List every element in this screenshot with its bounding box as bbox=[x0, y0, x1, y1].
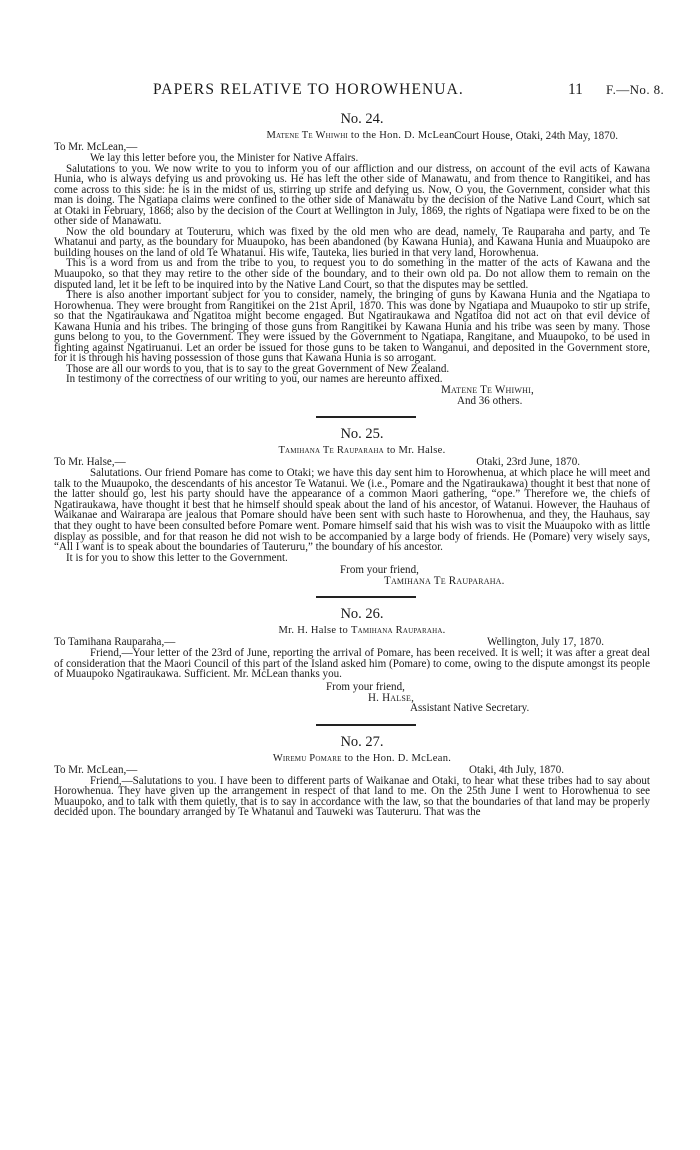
letter-date: Otaki, 4th July, 1870. bbox=[468, 763, 564, 776]
salutation: To Mr. McLean,— bbox=[54, 141, 138, 153]
paragraph: It is for you to show this letter to the Government. bbox=[66, 551, 288, 564]
signature-line: Tamihana Te Rauparaha. bbox=[384, 574, 505, 587]
paragraph: We lay this letter before you, the Minister for Native Affairs. bbox=[90, 152, 359, 164]
letter-recipient: the Hon. D. McLean. bbox=[362, 130, 458, 141]
running-header bbox=[0, 81, 700, 103]
letter-number: No. 24. bbox=[340, 111, 384, 127]
page-number: 11 bbox=[568, 81, 583, 98]
letter-sender: Tamihana Te Rauparaha bbox=[278, 445, 384, 457]
letter-27 bbox=[54, 734, 650, 818]
letter-date: Otaki, 23rd June, 1870. bbox=[476, 456, 580, 469]
signature bbox=[54, 385, 650, 406]
letter-26 bbox=[54, 606, 650, 713]
letter-number: No. 26. bbox=[340, 606, 384, 623]
letter-number: No. 25. bbox=[340, 426, 384, 443]
letter-sender: Mr. H. Halse bbox=[278, 625, 337, 637]
letter-date: Court House, Otaki, 24th May, 1870. bbox=[453, 130, 618, 142]
paragraph: Salutations. Our friend Pomare has come to Otaki; we have this day sent him to Horowhenua, at which place he will meet and talk to the Muaupoko, the descendants of his ancestor Te Watanui. We (i.e., Pomare and the Ngatiraukawa) thought it best that none of the latter should go, lest his party should have the appearance of a common Maori gathering, “ope.” Therefore we, the chiefs of Ngatiraukawa, have thought it best that he himself should speak about the land of his ancestor, of Watanui. However, the Hauhaus of Waikanae and Wairarapa are jealous that Pomare should have been sent with such haste to Horowhenua, and they, the Hauhaus, say that they ought to have been consulted before Pomare went. Pomare himself said that his wish was to visit the Muaupoko with as little display as possible, and for that reason he did not wish to be accompanied by a large body of friends. He (Pomare) very wisely says, “All I want is to speak about the boundaries of Tauteruru,” the boundary of his ancestor. bbox=[54, 467, 650, 554]
paragraph: This is a word from us and from the tribe to you, to request you to do something in the matter of the acts of Kawana and the Muaupoko, so that they may retire to the other side of the boundary, and to their own old pa. Do not allow them to remain on the disputed land, let it be left to be inquired into by the Native Land Court, so that the disputes may be settled. bbox=[54, 257, 650, 291]
signature-line: From your friend, bbox=[326, 680, 405, 693]
letter-25 bbox=[54, 426, 650, 586]
paragraph: Those are all our words to you, that is to say to the great Government of New Zealand. bbox=[66, 362, 450, 375]
signature bbox=[54, 682, 650, 714]
paragraph: Salutations to you. We now write to you to inform you of our affliction and our distress, on account of the evil acts of Kawana Hunia, who is always defying us and provoking us. He has left the other side of Manawatu, and from thence to Rangitikei, and has come across to this side: he is in the midst of us, stirring up strife and defying us. Now, O you, the Government, consider what this man is doing. The Ngatiapa claims were confined to the other side of Manawatu by the decision of the Native Land Court, which sat at Otaki in February, 1868; also by the decision of the Court at Wellington in July, 1869, the rights of Ngatiapa were fixed to be on the other side of Manawatu. bbox=[54, 162, 650, 228]
paragraph: There is also another important subject for you to consider, namely, the bringing of guns by Kawana Hunia and the Ngatiapa to Horowhenua. They were brought from Rangitikei on the 21st April, 1870. This was done by Ngatiapa and Muaupoko to stir up strife, so that the Ngatiraukawa and Ngatitoa might become engaged. But Ngatiraukawa and Ngatitoa did not act on that evil device of Kawana Hunia and his tribes. The bringing of those guns from Rangitikei by Kawana Hunia and his tribe was seen by many. Those guns belong to you, to the Government. They were issued by the Government to Ngatiapa, Rangitane, and Muaupoko, to be used in fighting against Ngatiruanui. Let an order be issued for those guns to be taken to Wanganui, and deposited in the Government store, for it is through his having possession of those guns that Kawana Hunia is so arrogant. bbox=[54, 289, 650, 365]
signature-line: Assistant Native Secretary. bbox=[410, 702, 530, 715]
letter-24 bbox=[54, 111, 650, 406]
page-body bbox=[54, 107, 650, 818]
signature-line: Matene Te Whiwhi, bbox=[441, 384, 534, 397]
section-divider bbox=[316, 724, 416, 726]
section-divider bbox=[316, 416, 416, 418]
signature-line: From your friend, bbox=[340, 564, 419, 577]
letter-recipient: the Hon. D. McLean. bbox=[356, 752, 452, 764]
letter-sender: Wiremu Pomare bbox=[272, 752, 342, 764]
letter-sender: Matene Te Whiwhi bbox=[266, 130, 348, 141]
section-divider bbox=[316, 596, 416, 598]
paragraph: Friend,—Salutations to you. I have been to different parts of Waikanae and Otaki, to hear what these tribes had to say about Horowhenua. They have given up the arrangement in respect of that land to me. On the 25th June I went to Horowhenua to see Muaupoko, and to talk with them quietly, that is to say in accordance with the law, so that the boundaries of that land may be properly decided upon. The boundary arranged by Te Whatanui and Tauweki was Tauteruru. That was the bbox=[54, 774, 650, 819]
document-reference: F.—No. 8. bbox=[606, 82, 665, 97]
salutation: To Mr. Halse,— bbox=[54, 456, 126, 469]
letter-subtitle: Wiremu Pomare to the Hon. D. McLean. bbox=[272, 752, 452, 764]
letter-subtitle: Mr. H. Halse to Tamihana Rauparaha. bbox=[278, 625, 446, 637]
letter-number: No. 27. bbox=[340, 733, 384, 750]
running-title: PAPERS RELATIVE TO HOROWHENUA. bbox=[153, 81, 464, 98]
letter-subtitle: Matene Te Whiwhi to the Hon. D. McLean. bbox=[266, 130, 458, 141]
paragraph: Now the old boundary at Touteruru, which was fixed by the old men who are dead, namely, Te Rauparaha and party, and Te Whatanui and party, as the boundary for Muaupoko, has been abandoned (by Kawana Hunia), and Kawana Hunia and Muaupoko are building houses on the land of old Te Whatanui. His wife, Tauteka, lies buried in that very land, Horowhenua. bbox=[54, 225, 650, 259]
letter-subtitle: Tamihana Te Rauparaha to Mr. Halse. bbox=[278, 445, 446, 457]
salutation: To Mr. McLean,— bbox=[54, 763, 138, 776]
signature-line: H. Halse, bbox=[368, 691, 415, 704]
letter-recipient: Mr. Halse. bbox=[398, 445, 446, 457]
letter-recipient: Tamihana Rauparaha. bbox=[350, 625, 446, 637]
salutation: To Tamihana Rauparaha,— bbox=[54, 636, 176, 649]
signature bbox=[54, 565, 650, 586]
paragraph: In testimony of the correctness of our writing to you, our names are hereunto affixed. bbox=[66, 373, 443, 386]
signature-line: And 36 others. bbox=[457, 394, 523, 407]
paragraph: Friend,—Your letter of the 23rd of June, reporting the arrival of Pomare, has been received. It is well; it was after a great deal of consideration that the Maori Council of this part of the Island asked him (Pomare) to come, owing to the dispute amongst its people of Muaupoko Ngatiraukawa. Sufficient. Mr. McLean thanks you. bbox=[54, 647, 650, 681]
letter-date: Wellington, July 17, 1870. bbox=[487, 636, 604, 649]
